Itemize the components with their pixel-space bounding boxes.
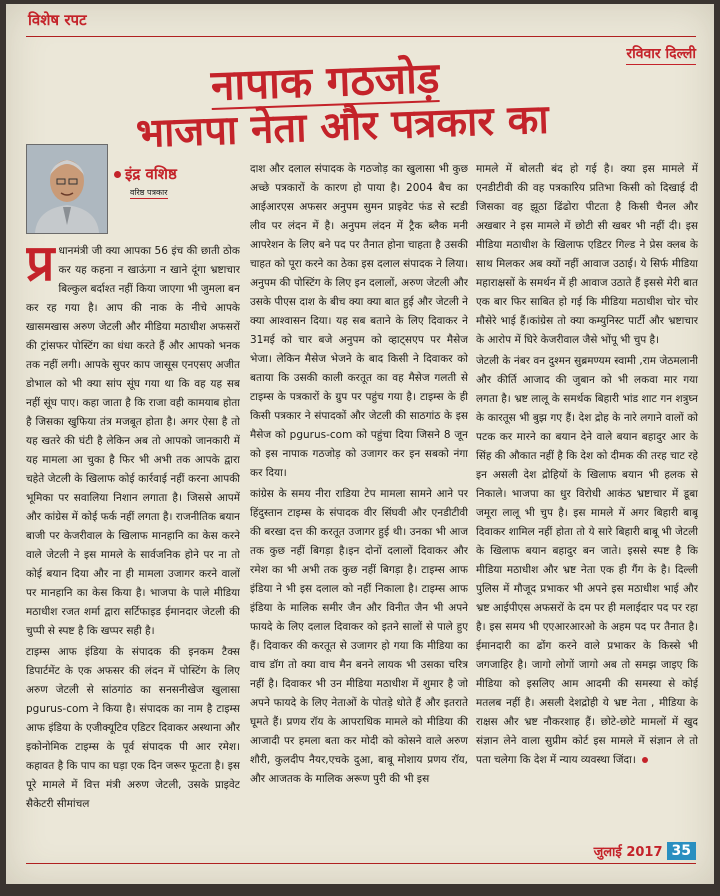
author-photo [26,144,108,234]
page-number: 35 [667,842,696,860]
author-name [114,164,177,184]
page-footer [594,842,696,860]
paragraph: जेटली के नंबर वन दुश्मन सुब्रमण्यम स्वामी ,राम जेठमलानी और कीर्ति आजाद की जुबान को भी लकवा मार गया लगता है। भ्रष्ट लालू के समर्थक बिहारी भांड शाट गन शत्रुघ्न के कारतूस भी बुझ गए हैं। देश द्रोह के नारे लगाने वालों को पटक कर मारने का बयान देने वाले बयान बहादुर आर के सिंह की औकात नहीं है कि देश को दीमक की तरह चाट रहे इन असली देश द्रोहियों के खिलाफ बयान भी हलक से निकाले। भाजपा का धुर विरोधी आकंठ भ्रष्टाचार में डूबा जमूरा लालू भी चुप है। इस मामले में अगर बिहारी बाबू दिवाकर शामिल नहीं होता तो ये सारे बिहारी बाबू भी जेटली के खिलाफ बयान बहादुर बन जाते। इससे स्पष्ट है कि मीडिया मठाधीश और भ्रष्ट नेता एक ही गैंग के है। दिल्ली पुलिस में मौजूद प्रभाकर भी अपने इस मठाधीश भाई और भ्रष्ट आईपीएस अफसरों के दम पर ही मलाईदार पद पर रहा है। इस समय भी एएआरआरओ के अहम पद पर तैनात है। ईमानदारी का ढोंग करने वाले प्रभाकर के किस्से भी जगजाहिर है। जागो लोगों जागो अब तो समझ जाइए कि मीडिया को इसलिए आम आदमी की समस्या से कोई मतलब नहीं है। असली देशद्रोही ये भ्रष्ट नेता , मीडिया के राक्षस और भ्रष्ट नौकरशाह हैं। छोटे-छोटे मामलों में खुद संज्ञान लेने वाला सुप्रीम कोर्ट इस मामले में संज्ञान ले तो पता चलेगा कि देश में न्याय व्यवस्था जिंदा। [476,355,698,766]
top-divider [26,36,696,37]
paragraph: दाश और दलाल संपादक के गठजोड़ का खुलासा भी कुछ अच्छे पत्रकारों के कारण हो पाया है। 2004 बैच का आईआरएस अफसर अनुपम सुमन प्राइवेट फंड से स्टडी लीव पर लंदन में है। अनुपम लंदन में ट्रैक ब्लैक मनी आपरेशन के लिए बने पद पर तैनात होना चाहता है उसकी चाहत को पूरा करने का ठेका इस दलाल संपादक ने लिया। अनुपम की पोस्टिंग के लिए इन दलालों, अरुण जेटली और उसके पीएस दाश के बीच क्या क्या बात हुई और जेटली ने क्या आश्वासन दिया। यह सब बताने के लिए दिवाकर ने 31मई को चार बजे अनुपम को व्हाट्सएप पर मैसेज भेजा। लेकिन मैसेज भेजने के बाद किसी ने दिवाकर को बताया कि उसकी काली करतूत का वह मैसेज गलती से टाइम्स के पत्रकारों के ग्रुप पर पहुंच गया है। टाइम्स के ही किसी पत्रकार ने संपादकों और जेटली की साठगांठ के इस मैसेज को pgurus-com को पहुंचा दिया जिसने 8 जून को इस नापाक गठजोड़ को उजागर कर इन सबको नंगा कर दिया। [250,163,468,479]
headline-line-2: भाजपा नेता और पत्रकार का [135,96,550,157]
article-column-3 [476,160,698,852]
author-role: वरिष्ठ पत्रकार [130,188,168,197]
bullet-dot [114,171,121,178]
magazine-page [6,4,714,884]
paragraph: टाइम्स आफ इंडिया के संपादक की इनकम टैक्स डिपार्टमेंट के एक अफसर की लंदन में पोस्टिंग के लिए अरुण जेटली से सांठगांठ का सनसनीखेज खुलासा pgurus-com ने किया है। संपादक का नाम है टाइम्स आफ इंडिया के एजीक्यूटिव एडिटर दिवाकर अस्थाना और इकोनोमिक टाइम्स के पूर्व संपादक पी आर रमेश। कहावत है कि पाप का घड़ा एक दिन जरूर फूटता है। इस पूरे मामले में वित्त मंत्री अरुण जेटली, उसके प्राइवेट सैकेटरी सीमांचल [26,646,240,810]
article-column-1 [26,242,240,852]
paragraph: मामले में बोलती बंद हो गई है। क्या इस मामले में एनडीटीवी की वह पत्रकारिय प्रतिभा किसी को दिखाई दी जिसका वह झूठा ढिंढोरा पीटता है किसी चैनल और अखबार ने इस मामले में छोटी सी खबर भी नहीं दी। इस मीडिया मठाधीश के खिलाफ एडिटर गिल्ड ने प्रेस क्लब के साथ मिलकर अब क्यों नहीं आवाज उठाई। ये सिर्फ मीडिया महाराक्षसों के समर्थन में ही आवाज उठाते हैं इससे मेरी बात एक बार फिर साबित हो गई कि मीडिया मठाधीश चोर चोर मौसेरे भाई हैं।कांग्रेस तो क्या कम्युनिस्ट पार्टी और भ्रष्टाचार के आरोप में घिरे केजरीवाल जैसे भोंपू भी चुप है। [476,163,698,346]
bottom-divider [26,863,696,864]
section-label: विशेष रपट [28,11,87,29]
paragraph: कांग्रेस के समय नीरा राडिया टेप मामला सामने आने पर हिंदुस्तान टाइम्स के संपादक वीर सिंघवी और एनडीटीवी की बरखा दत्त की करतूत उजागर हुई थी। उनका भी आज तक कुछ नहीं बिगड़ा है।इन दोनों दलालों दिवाकर और रमेश का भी अभी तक कुछ नहीं बिगड़ा है। टाइम्स आफ इंडिया ने भी इस दलाल को नहीं निकाला है। टाइम्स आफ इंडिया के मालिक समीर जैन और विनीत जैन भी अपने फायदे के लिए दलाल दिवाकर को इतने सालों से पाले हुए हैं। दिवाकर की करतूत से उजागर हो गया कि मीडिया का वाच डॉग तो क्या वाच मैन बनने लायक भी उसका चरित्र नहीं है। दिवाकर भी उन मीडिया मठाधीश में शुमार है जो अपने फायदे के लिए नेताओं के पोतड़े धोते हैं और इतराते घूमते हैं। प्रणय रॉय के आपराधिक मामले को मीडिया की आजादी पर हमला बता कर मोदी को कोसने वाले अरुण शौरी, कुलदीप नैयर,एचके दुआ, बाबू मोशाय प्रणय रॉय, और आजतक के मालिक अरूण पुरी की भी इस [250,488,468,785]
issue-date: जुलाई 2017 [593,845,663,860]
headline-line-1: नापाक गठजोड़ [210,53,441,110]
author-portrait-icon [27,145,107,233]
author-name-text: इंद्र वशिष्ठ [125,165,177,183]
article-column-2 [250,160,468,852]
end-mark-icon [642,757,648,763]
drop-cap: प्र [26,242,55,292]
edition-label: रविवार दिल्ली [626,44,696,65]
paragraph: धानमंत्री जी क्या आपका 56 इंच की छाती ठोक कर यह कहना न खाऊंगा न खाने दूंगा भ्रष्टाचार बिल्कुल बर्दाश्त नहीं किया जाएगा भी जुमला बन कर रह गया है। आप की नाक के नीचे आपके खासमखास अरुण जेटली और मीडिया मठाधीश अफसरों की ट्रांसफर पोस्टिंग का धंधा करते हैं और आपको भनक तक नहीं लगी। आपके सुपर काप जासूस एनएसए अजीत डोभाल को भी क्या सांप सूंघ गया था कि वह यह सब नहीं सूंघ पाए। कहा जाता है कि राजा वही कामयाब होता है जिसका खुफिया तंत्र मजबूत होता है। अगर ऐसा है तो यह खतरे की घंटी है लेकिन अब तो आपको जानकारी में यह मामला आ चुका है फिर भी अभी तक आपके द्वारा चहेते जेटली के खिलाफ कोई कार्रवाई नहीं करना आपकी भूमिका पर सवालिया निशान लगाता है। जिससे आपमें और कांग्रेस में कोई फर्क नहीं लगता है। राजनीतिक बयान बाजी पर केजरीवाल के खिलाफ मानहानि का केस करने वाले जेटली ने इस मामले के सार्वजनिक होने पर ना तो कोई बयान दिया और ना ही मामला उजागर करने वालों पर मानहानि का केस किया है। भाजपा के पाले मीडिया मठाधीश रजत शर्मा द्वारा सर्टिफाइड ईमानदार जेटली की चुप्पी से स्पष्ट है कि खप्पर सही है। [26,245,240,637]
